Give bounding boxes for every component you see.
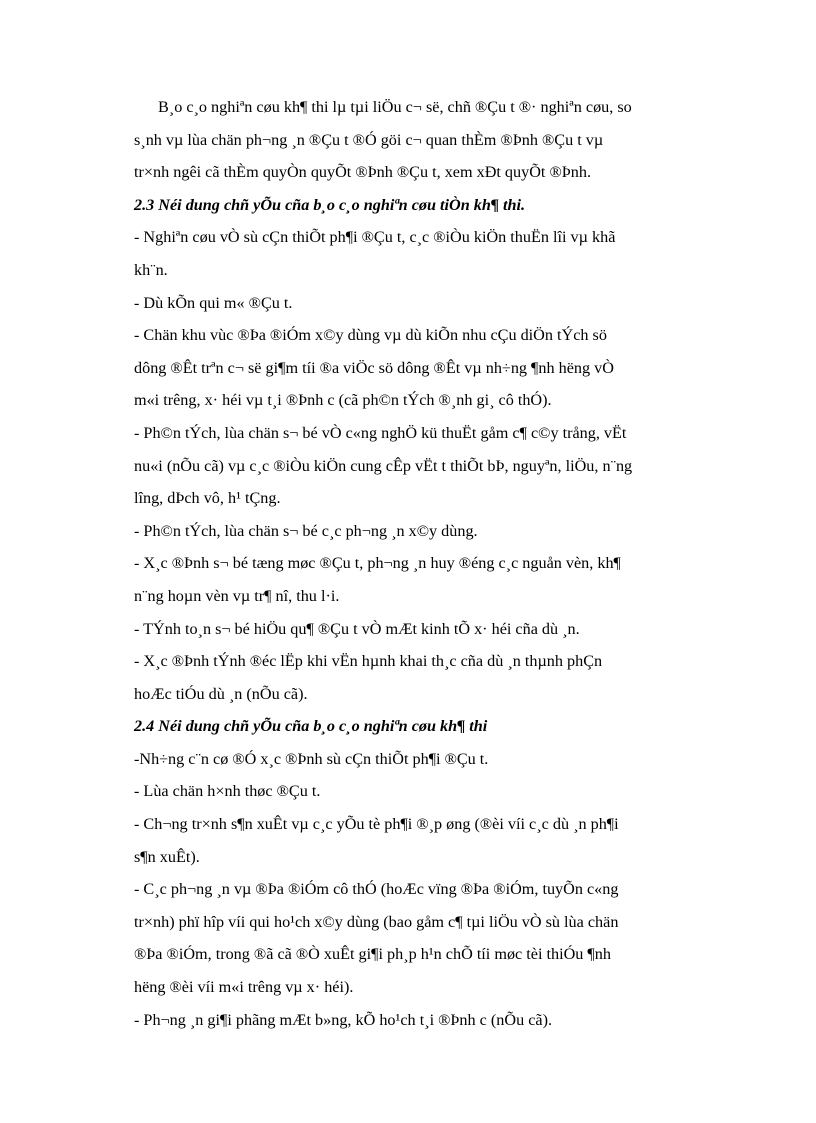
section-heading: 2.3 Néi dung chñ yÕu cña b¸o c¸o nghiªn cøu tiÒn kh¶ thi. bbox=[134, 195, 526, 214]
body-text-line: - Ph©n tÝch, lùa chän s¬ bé c¸c ph¬ng ¸n x©y dùng. bbox=[134, 521, 478, 540]
section-heading: 2.4 Néi dung chñ yÕu cña b¸o c¸o nghiªn cøu kh¶ thi bbox=[134, 717, 488, 736]
body-text-line: tr×nh ngêi cã thÈm quyÒn quyÕt ®Þnh ®Çu t, xem xÐt quyÕt ®Þnh. bbox=[134, 163, 591, 182]
body-text-line: hëng ®èi víi m«i trêng vµ x· héi). bbox=[134, 978, 354, 997]
body-text-line: m«i trêng, x· héi vµ t¸i ®Þnh c (cã ph©n tÝch ®¸nh gi¸ cô thÓ). bbox=[134, 391, 552, 410]
body-text-line: kh¨n. bbox=[134, 260, 168, 279]
body-text-line: -Nh÷ng c¨n cø ®Ó x¸c ®Þnh sù cÇn thiÕt ph¶i ®Çu t. bbox=[134, 749, 489, 768]
body-text-line: - Ph©n tÝch, lùa chän s¬ bé vÒ c«ng nghÖ kü thuËt gåm c¶ c©y trång, vËt bbox=[134, 423, 627, 442]
body-text-line: - TÝnh to¸n s¬ bé hiÖu qu¶ ®Çu t vÒ mÆt kinh tÕ x· héi cña dù ¸n. bbox=[134, 619, 580, 638]
body-text-line: - Lùa chän h×nh thøc ®Çu t. bbox=[134, 782, 321, 801]
body-text-line: - Ph¬ng ¸n gi¶i phãng mÆt b»ng, kÕ ho¹ch t¸i ®Þnh c (nÕu cã). bbox=[134, 1010, 553, 1029]
body-text-line: - C¸c ph¬ng ¸n vµ ®Þa ®iÓm cô thÓ (hoÆc vïng ®Þa ®iÓm, tuyÕn c«ng bbox=[134, 880, 619, 899]
body-text-line: lîng, dÞch vô, h¹ tÇng. bbox=[134, 489, 281, 508]
body-text-line: B¸o c¸o nghiªn cøu kh¶ thi lµ tµi liÖu c¬ së, chñ ®Çu t ®· nghiªn cøu, so bbox=[158, 98, 632, 116]
body-text-line: hoÆc tiÓu dù ¸n (nÕu cã). bbox=[134, 684, 308, 703]
body-text-line: - Dù kÕn qui m« ®Çu t. bbox=[134, 293, 293, 312]
document-body bbox=[134, 91, 770, 1036]
body-text-line: - Chän khu vùc ®Þa ®iÓm x©y dùng vµ dù kiÕn nhu cÇu diÖn tÝch sö bbox=[134, 326, 607, 345]
body-text-line: ®Þa ®iÓm, trong ®ã cã ®Ò xuÊt gi¶i ph¸p h¹n chÕ tíi møc tèi thiÓu ¶nh bbox=[134, 945, 611, 964]
body-text-line: - Ch¬ng tr×nh s¶n xuÊt vµ c¸c yÕu tè ph¶i ®¸p øng (®èi víi c¸c dù ¸n ph¶i bbox=[134, 815, 619, 834]
body-text-line: - X¸c ®Þnh s¬ bé tæng møc ®Çu t, ph¬ng ¸n huy ®éng c¸c nguån vèn, kh¶ bbox=[134, 554, 621, 573]
body-text-line: - X¸c ®Þnh tÝnh ®éc lËp khi vËn hµnh khai th¸c cña dù ¸n thµnh phÇn bbox=[134, 652, 603, 671]
body-text-line: s¸nh vµ lùa chän ph¬ng ¸n ®Çu t ®Ó göi c¬ quan thÈm ®Þnh ®Çu t vµ bbox=[134, 130, 604, 149]
body-text-line: n¨ng hoµn vèn vµ tr¶ nî, thu l·i. bbox=[134, 586, 340, 605]
body-text-line: nu«i (nÕu cã) vµ c¸c ®iÒu kiÖn cung cÊp vËt t thiÕt bÞ, nguyªn, liÖu, n¨ng bbox=[134, 456, 633, 475]
body-text-line: tr×nh) phï hîp víi qui ho¹ch x©y dùng (bao gåm c¶ tµi liÖu vÒ sù lùa chän bbox=[134, 912, 619, 931]
body-text-line: - Nghiªn cøu vÒ sù cÇn thiÕt ph¶i ®Çu t, c¸c ®iÒu kiÖn thuËn lîi vµ khã bbox=[134, 228, 616, 247]
body-text-line: dông ®Êt trªn c¬ së gi¶m tíi ®a viÖc sö dông ®Êt vµ nh÷ng ¶nh hëng vÒ bbox=[134, 358, 614, 377]
body-text-line: s¶n xuÊt). bbox=[134, 847, 200, 866]
